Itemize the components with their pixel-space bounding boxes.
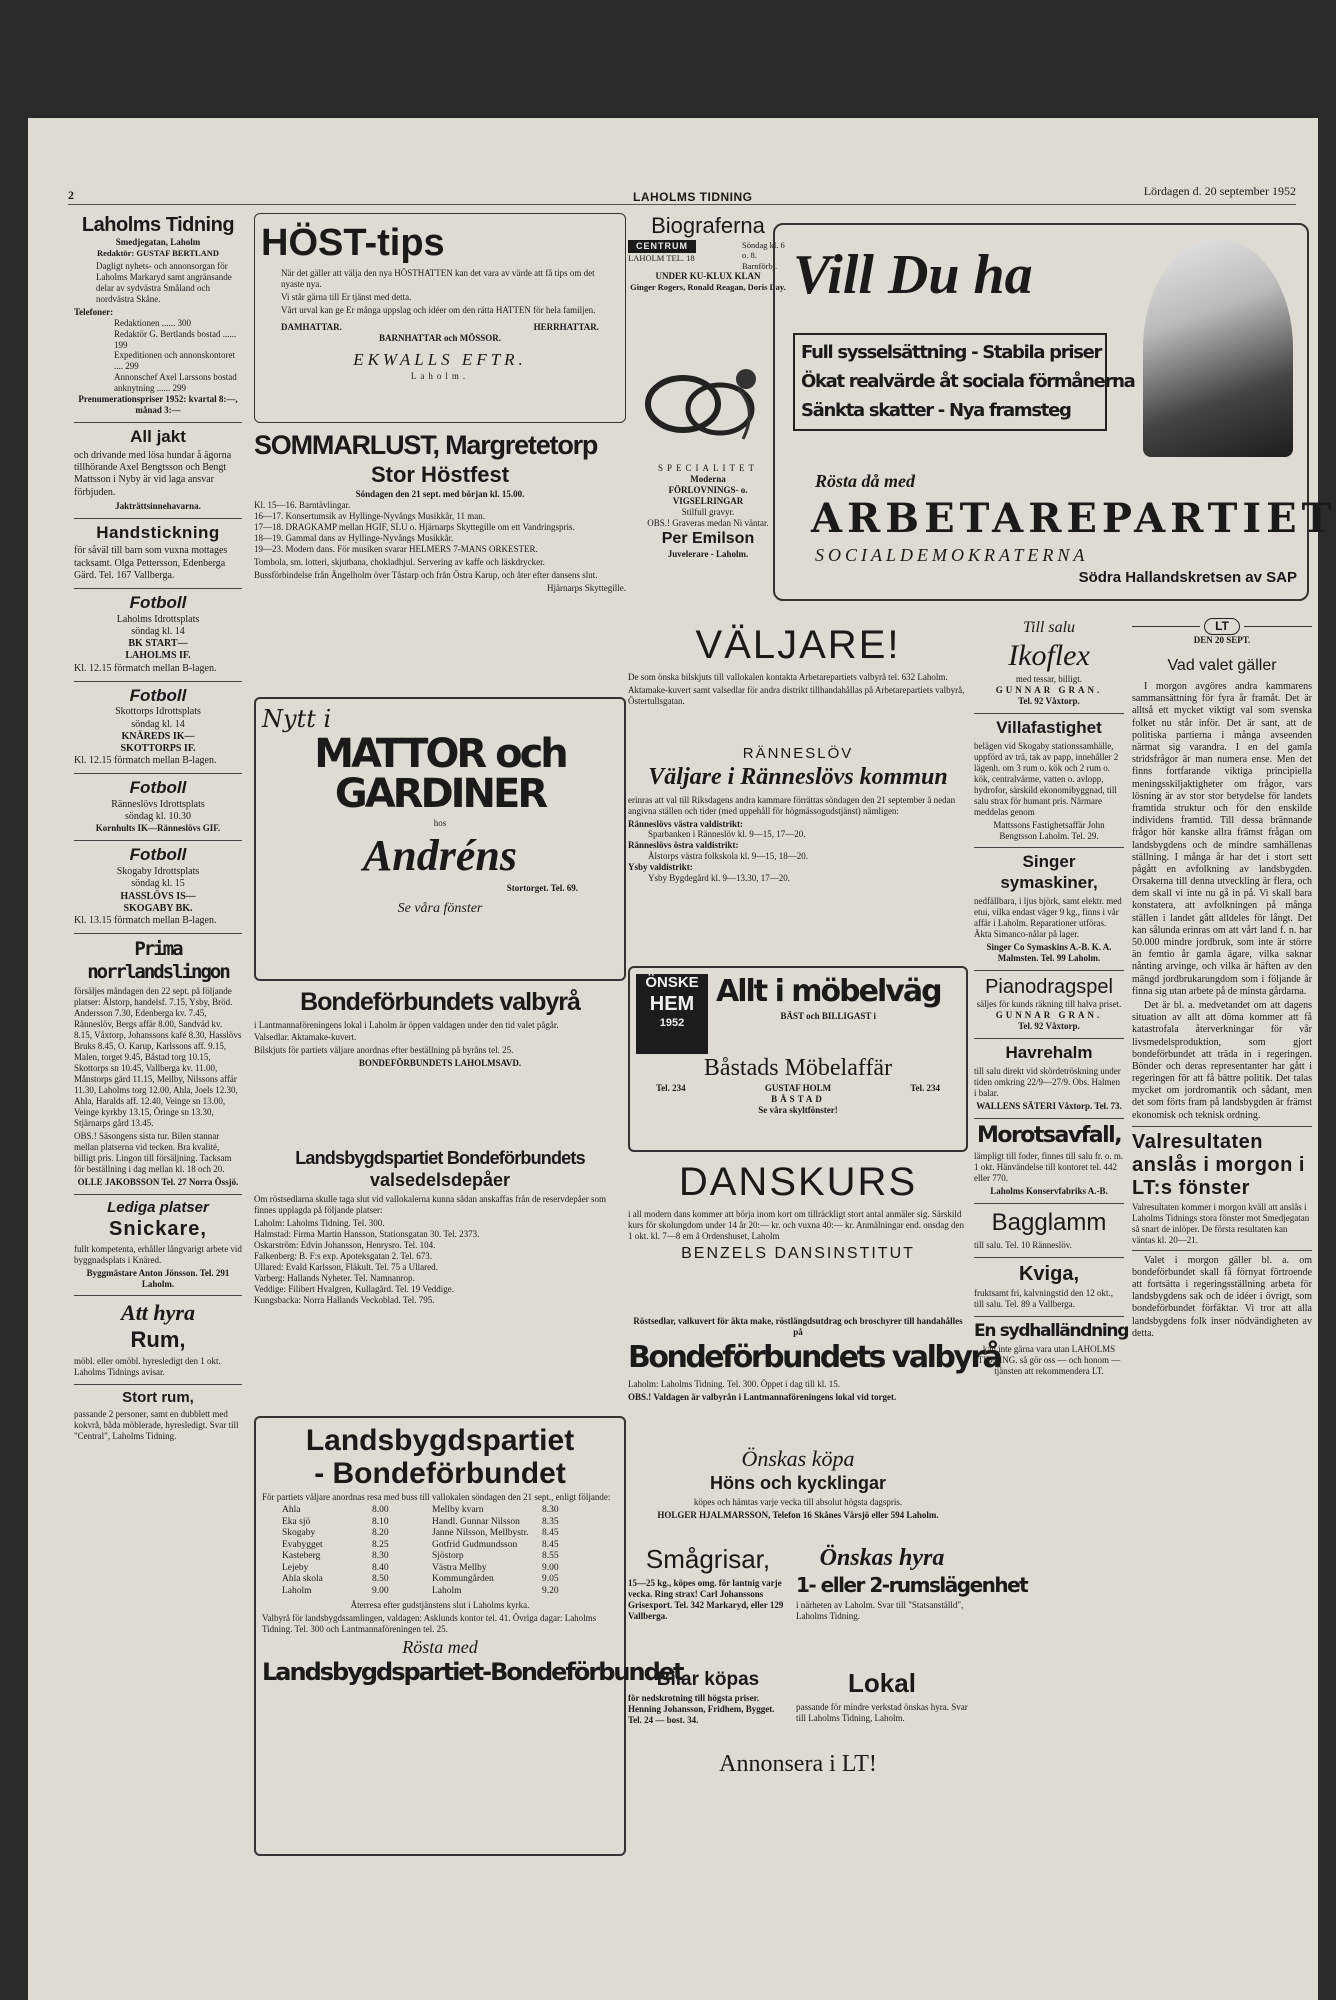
ad-fotboll-1 <box>74 593 242 675</box>
morot-title: Morotsavfall, <box>976 1122 1122 1148</box>
bio-actors: Ginger Rogers, Ronald Reagan, Doris Day. <box>630 281 786 292</box>
editorial-title: Vad valet gäller <box>1167 656 1277 674</box>
host-cat-herr: HERRHATTAR. <box>533 322 599 333</box>
fotboll-line: SKOGABY BK. <box>123 902 193 914</box>
ad-jakt <box>74 427 242 511</box>
lbb-text-2: Återresa efter gudstjänstens slut i Laholms kyrka. <box>350 1599 530 1610</box>
rann-item: Ysby valdistrikt: <box>628 862 693 873</box>
ad-party: ARBETAREPARTIET <box>811 495 1336 542</box>
fotboll-title: Fotboll <box>129 845 187 865</box>
gunnar-2-tel: Tel. 92 Våxtorp. <box>1018 1021 1080 1032</box>
lbp-list <box>254 1218 626 1306</box>
hons-title: Höns och kycklingar <box>709 1472 887 1493</box>
somm-prog-line: 18—19. Gammal dans av Hyllinge-Nyvångs Musikkår. <box>254 532 454 543</box>
ad-mattor <box>254 697 626 981</box>
lbb-text-3: Valbyrå för landsbygdssamlingen, valdagen: Asklunds kontor tel. 41. Övriga dagar: Laholms Tidning. Tel. 300 och Lantmannaföreningen tel. 25. <box>262 1612 597 1634</box>
hyra-text: i närheten av Laholm. Svar till "Statsanställd", Laholms Tidning. <box>796 1599 964 1621</box>
onskehem-badge <box>636 974 708 1054</box>
smag-text: 15—25 kg., köpes omg. för lantnig varje vecka. Ring strax! Carl Johanssons Grisexport. Tel. 342 Markaryd, eller 129 Vallberga. <box>628 1577 784 1621</box>
atthyra-title: Att hyra <box>121 1300 195 1326</box>
ad-fotboll-4 <box>74 845 242 927</box>
lbp-item: Kungsbacka: Norra Hallands Veckoblad. Tel. 795. <box>254 1294 435 1305</box>
hand-title: Handstickning <box>96 522 220 542</box>
lbb-footer: Landsbygdspartiet-Bondeförbundet <box>262 1658 683 1687</box>
bagg-title: Bagglamm <box>991 1209 1107 1237</box>
bf-signature: BONDEFÖRBUNDETS LAHOLMSAVD. <box>358 1058 522 1069</box>
fotboll-line: Skottorps Idrottsplats <box>115 706 201 718</box>
somm-sub: Stor Höstfest <box>370 461 510 487</box>
imprint-title: Laholms Tidning <box>81 214 235 236</box>
sched-cell: Kasteberg <box>282 1551 321 1562</box>
fotboll-line: söndag kl. 14 <box>131 625 185 637</box>
fotboll-line: Kl. 12.15 förmatch mellan B-lagen. <box>74 662 217 674</box>
imprint-editor: Redaktör: GUSTAF BERTLAND <box>96 248 219 259</box>
fotboll-line: Kornhults IK—Ränneslövs GIF. <box>95 823 221 834</box>
sched-cell: Ahla <box>282 1504 301 1515</box>
badge-line: 1952 <box>659 1016 685 1029</box>
fotboll-line: söndag kl. 10.30 <box>124 811 192 823</box>
ad-title: Vill Du ha <box>793 244 1033 306</box>
ad-handstickning <box>74 523 242 582</box>
lbb-title-2: - Bondeförbundet <box>314 1457 566 1490</box>
imprint-address: Smedjegatan, Laholm <box>115 237 201 248</box>
lbp-item: Varberg: Hallands Nyheter. Tel. Namnanrop. <box>254 1272 415 1283</box>
ad-smagrisar <box>628 1544 788 1662</box>
spec-label: SPECIALITET <box>658 463 758 474</box>
sched-cell: 8.25 <box>372 1539 389 1550</box>
morot-signature: Laholms Konservfabriks A.-B. <box>990 1186 1108 1197</box>
ad-footer: Södra Hallandskretsen av SAP <box>1078 569 1297 586</box>
fotboll-line: LAHOLMS IF. <box>125 650 191 662</box>
lbp-item: Oskarström: Edvin Johansson, Henrysro. Tel. 104. <box>254 1239 436 1250</box>
host-text-2: Vi står gärna till Er tjänst med detta. <box>281 292 412 303</box>
ikoflex-text: med tessar, billigt. <box>1015 674 1083 685</box>
sched-cell: Lejeby <box>282 1562 309 1573</box>
spec-name: Per Emilson <box>661 530 755 547</box>
ad-claim: Sänkta skatter - Nya framsteg <box>801 399 1071 421</box>
ad-host-tips <box>254 213 626 423</box>
val-text-2: Aktamake-kuvert samt valsedlar för andra distrikt tillhandahållas på Arbetarepartiets valbyrå, Östertullsgatan. <box>628 684 965 706</box>
val-title: VÄLJARE! <box>695 623 901 667</box>
sched-cell: 9.20 <box>542 1586 559 1597</box>
piano-title: Pianodragspel <box>985 975 1113 998</box>
ad-rum <box>74 1300 242 1378</box>
bil-text: för nedskrotning till högsta priser. Henning Johansson, Fridhem, Bygget. Tel. 24 — bost. 34. <box>628 1693 775 1726</box>
lbp-item: Veddige: Filibert Hvalgren, Kullagård. Tel. 19 Veddige. <box>254 1283 454 1294</box>
ikoflex-title: Ikoflex <box>1008 638 1090 672</box>
ad-biograferna <box>628 213 788 343</box>
fotboll-line: Kl. 13.15 förmatch mellan B-lagen. <box>74 914 217 926</box>
lingon-title: Prima norrlandslingon <box>87 938 229 984</box>
mattor-address: Stortorget. Tel. 69. <box>506 882 578 893</box>
sched-cell: 9.00 <box>542 1562 559 1573</box>
bf-text-1: i Lantmannaföreningens lokal i Laholm är öppen valdagen under den tid valet pågår. <box>254 1019 559 1030</box>
bf-text-2: Valsedlar. Aktamake-kuvert. <box>254 1032 357 1043</box>
somm-prog-line: Kl. 15—16. Barntävlingar. <box>254 499 351 510</box>
stortrum-text: passande 2 personer, samt en dubblett med kokvrå, båda möblerade, hyresledigt. Svar till "Central", Laholms Tidning. <box>74 1409 239 1442</box>
hem-tel: Tel. 234 <box>656 1083 686 1094</box>
imprint-desc: Dagligt nyhets- och annonsorgan för Laholms Markaryd samt angränsande delar av sydvästra Småland och nordvästra Skåne. <box>96 260 232 304</box>
lbp-title-2: valsedelsdepåer <box>369 1169 511 1190</box>
spec-item: FÖRLOVNINGS- o. <box>668 485 748 496</box>
ad-morotsavfall <box>974 1123 1124 1198</box>
page-number: 2 <box>68 188 74 202</box>
sched-cell: 8.00 <box>372 1504 389 1515</box>
ad-emilson <box>628 349 788 611</box>
sched-cell: 8.50 <box>372 1574 389 1585</box>
ad-hons <box>628 1446 968 1538</box>
mattor-title-1: MATTOR och <box>314 731 566 778</box>
host-text-3: Vårt urval kan ge Er många uppslag och idéer om den rätta HATTEN för hela familjen. <box>281 305 596 316</box>
rann-title: Väljare i Ränneslövs kommun <box>648 764 948 791</box>
sched-cell: Ahla skola <box>282 1574 323 1585</box>
sched-cell: Laholm <box>282 1586 312 1597</box>
val-text-1: De som önska bilskjuts till vallokalen kontakta Arbetarepartiets valbyrå tel. 632 Laholm. <box>628 671 948 682</box>
editorial-text-2: Det är bl. a. medvetandet om att dagens situation av allt att döma kommer att få katastrofala återverkningar för vår livsmedelsproduktion, som gjort bondeförbundet att träda in i regeringen. Bönder och deras representanter har gått i regeringen för att få bättre politik. Det talas mycket om jordromantik och sådant, men det som förts fram på landsbygden är främst ekonomisk och teknisk ordning. <box>1132 999 1312 1121</box>
hem-footer: Se våra skyltfönster! <box>758 1105 838 1116</box>
ad-lingon <box>74 938 242 1188</box>
column-5 <box>1132 618 1312 1342</box>
ad-arbetarepartiet <box>773 223 1336 601</box>
lingon-obs: OBS.! Säsongens sista tur. Bilen stannar mellan platserna vid tecken. Bra kvalité, billigt pris. Lingon till försäljning. Tacksam för beställning i dag mellan kl. 18 och 20. <box>74 1131 232 1174</box>
sched-cell: 9.05 <box>542 1574 559 1585</box>
bil-title: Bilar köpas <box>656 1669 760 1690</box>
piano-text: säljes för kunds räkning till halva priset. <box>976 999 1122 1010</box>
rann-item: Ränneslövs östra valdistrikt: <box>628 840 739 851</box>
ad-bf-valbyra-2 <box>628 1316 1001 1440</box>
column-4 <box>974 618 1129 1383</box>
fotboll-line: Kl. 12.15 förmatch mellan B-lagen. <box>74 755 217 767</box>
phones-list <box>74 318 242 395</box>
subscription-prices: Prenumerationspriser 1952: kvartal 8:—, månad 3:— <box>78 394 238 416</box>
sched-cell: 8.45 <box>542 1528 559 1539</box>
editorial-text-3: Valet i morgon gäller bl. a. om bondeförbundet skall få förnyat förtroende att fortsätta i regeringsställning arbeta för landsbygdens sak och de idéer i övrigt, som bondeförbundet förfäktar. Vi tror att alla landsbygdens folk inser nödvändigheten av detta. <box>1132 1254 1312 1339</box>
lbp-item: Laholm: Laholms Tidning. Tel. 300. <box>254 1217 385 1228</box>
ad-valjare <box>628 621 968 739</box>
snickare-text: fullt kompetenta, erhåller långvarigt arbete vid byggnadsplats i Knäred. <box>74 1243 242 1265</box>
rost-text: Röstsedlar, valkuvert för äkta make, röstlängdsutdrag och broschyrer till handahålles på <box>633 1316 963 1337</box>
spec-item: Moderna <box>690 474 726 485</box>
newspaper-page <box>28 118 1336 2000</box>
rann-list <box>628 819 968 885</box>
lbb-title-1: Landsbygdspartiet <box>305 1424 575 1457</box>
sched-cell: Handl. Gunnar Nilsson <box>432 1516 520 1527</box>
phone-line: Redaktionen ...... 300 <box>114 317 191 328</box>
dans-text: i all modern dans kommer att börja inom kort om tillräckligt stort antal anmäler sig. Särskild kurs för skolungdom under 14 år 20:— kr. och vuxna 40:— kr. Anmälningar end. onsdag den 1 okt. kl. 7—8 em å Ordenshuset, Laholm <box>628 1208 964 1241</box>
hons-signature: HOLGER HJALMARSSON, Telefon 16 Skånes Värsjö eller 594 Laholm. <box>657 1509 939 1520</box>
rum-text: möbl. eller omöbl. hyresledigt den 1 okt. Laholms Tidnings avisar. <box>74 1356 221 1378</box>
sched-cell: 8.20 <box>372 1528 389 1539</box>
kviga-title: Kviga, <box>1018 1262 1080 1285</box>
havre-title: Havrehalm <box>1005 1043 1093 1063</box>
singer-text: nedfällbara, i ljus björk, samt elektr. med etui, vilka endast väger 9 kg., finns i vår affär i Laholm. Reparationer utföras. Äkta Simanco-nålar på lager. <box>974 895 1122 939</box>
ad-fotboll-3 <box>74 778 242 834</box>
ad-sydhallanning <box>974 1320 1129 1377</box>
rann-text: erinras att val till Riksdagens andra kammare förrättas söndagen den 21 september å nedan angivna ställen och tider (med uppehåll för högmässogudstjänst) nämligen: <box>628 794 956 816</box>
sched-cell: Sjöstorp <box>432 1551 464 1562</box>
fotboll-line: söndag kl. 15 <box>131 878 185 890</box>
bagg-text: till salu. Tel. 10 Ränneslöv. <box>974 1239 1072 1250</box>
phone-line: Redaktör G. Bertlands bostad ...... 199 <box>114 328 237 350</box>
candidate-photo <box>1143 239 1293 457</box>
ad-havrehalm <box>974 1043 1124 1112</box>
badge-line: HEM <box>649 993 695 1016</box>
hem-tel: Tel. 234 <box>910 1083 940 1094</box>
havre-text: till salu direkt vid skördetröskning under tiden omkring 22/9—27/9. Obs. Halmen i balar. <box>974 1065 1121 1098</box>
snickare-signature: Byggmästare Anton Jönsson. Tel. 291 Laholm. <box>86 1267 230 1289</box>
ad-villa <box>974 718 1124 841</box>
rann-item: Sparbanken i Ränneslöv kl. 9—15, 17—20. <box>648 829 806 840</box>
somm-misc: Tombola, sm. lotteri, skjutbana, chokladhjul. Servering av kaffe och läskdrycker. <box>254 556 545 567</box>
sched-cell: Skogaby <box>282 1528 316 1539</box>
lediga-title: Lediga platser <box>107 1198 209 1216</box>
fotboll-title: Fotboll <box>129 778 187 798</box>
dans-title: DANSKURS <box>678 1160 918 1204</box>
phones-label: Telefoner: <box>74 306 114 317</box>
ad-fotboll-2 <box>74 686 242 768</box>
sched-cell: 9.00 <box>372 1586 389 1597</box>
gunnar-1-tel: Tel. 92 Våxtorp. <box>1018 696 1080 707</box>
paper-name: LAHOLMS TIDNING <box>633 190 753 204</box>
fotboll-line: söndag kl. 14 <box>131 718 185 730</box>
rann-item: Ysby Bygdegård kl. 9—13.30, 17—20. <box>648 873 790 884</box>
ad-stortrum <box>74 1389 242 1442</box>
ad-bf-valbyra <box>254 987 626 1142</box>
fotboll-line: BK START— <box>128 638 188 650</box>
bio-film: UNDER KU-KLUX KLAN <box>655 270 761 281</box>
gunnar-1: GUNNAR GRAN. <box>995 685 1103 696</box>
mattor-footer: Se våra fönster <box>397 900 483 916</box>
ad-ikoflex <box>974 618 1124 707</box>
hem-city: BÅSTAD <box>771 1094 825 1105</box>
fotboll-line: HASSLÖVS IS— <box>120 890 196 902</box>
fotboll-line: Ränneslövs Idrottsplats <box>111 799 205 811</box>
sched-cell: Gotfrid Gudmundsson <box>432 1539 518 1550</box>
singer-title: Singer symaskiner, <box>1000 852 1098 893</box>
ad-piano <box>974 975 1124 1032</box>
ad-onskas-hyra <box>796 1544 1028 1662</box>
lbb-schedule <box>262 1505 618 1598</box>
fotboll-line: KNÄREDS IK— <box>121 730 195 742</box>
mattor-hos: hos <box>433 818 447 829</box>
sched-cell: 8.30 <box>372 1551 389 1562</box>
bf-title: Bondeförbundets valbyrå <box>300 988 580 1016</box>
ad-sommarlust <box>254 429 626 691</box>
sched-cell: 8.45 <box>542 1539 559 1550</box>
ad-onskehem <box>628 966 968 1152</box>
lbp-text: Om röstsedlarna skulle taga slut vid vallokalerna kunna sådan anskaffas från de reservdepåer som finnes upplagda på följande platser: <box>254 1193 606 1215</box>
ad-kviga <box>974 1262 1124 1310</box>
lbb-text: För partiets väljare anordnas resa med buss till vallokalen söndagen den 21 sept., enligt följande: <box>262 1492 611 1502</box>
hem-shop: Båstads Möbelaffär <box>703 1055 893 1081</box>
valres-text: Valresultaten kommer i morgon kväll att anslås i Laholms Tidnings stora fönster mot Smedjegatan så snart de inlöper. De första resultaten kan väntas kl. 20—21. <box>1132 1201 1310 1245</box>
morot-text: lämpligt till foder, finnes till salu fr. o. m. 1 okt. Hänvändelse till kontoret tel. 442 eller 770. <box>974 1151 1124 1184</box>
hyra-title: Önskas hyra <box>819 1545 945 1571</box>
host-text-1: När det gäller att välja den nya HÖSTHATTEN kan det vara av värde att få tips om det nyaste nya. <box>281 268 595 290</box>
somm-program <box>254 500 626 555</box>
issue-date: Lördagen d. 20 september 1952 <box>1143 184 1296 198</box>
kviga-text: fruktsamt fri, kalvningstid den 12 okt., till salu. Tel. 89 a Vallberga. <box>974 1287 1113 1309</box>
lbp-item: Halmstad: Firma Martin Hansson, Stationsgatan 30. Tel. 2373. <box>254 1228 480 1239</box>
ad-bilar <box>628 1668 788 1744</box>
fotboll-line: Laholms Idrottsplats <box>116 613 200 625</box>
jakt-title: All jakt <box>130 427 186 447</box>
ad-claim: Ökat realvärde åt sociala förmånerna <box>801 370 1135 392</box>
lt-date: DEN 20 SEPT. <box>1193 634 1251 645</box>
sched-cell: Evabygget <box>282 1539 323 1550</box>
tillsalu: Till salu <box>1022 619 1076 636</box>
sched-cell: Janne Nilsson, Mellbystr. <box>432 1528 529 1539</box>
hem-owner: GUSTAF HOLM <box>764 1083 832 1094</box>
sched-cell: 8.30 <box>542 1504 559 1515</box>
lt-badge: LT <box>1204 618 1240 635</box>
phone-line: Annonschef Axel Larssons bostad anknytning ...... 299 <box>114 372 237 394</box>
smag-title: Smågrisar, <box>645 1544 771 1574</box>
rann-head: RÄNNESLÖV <box>742 745 854 762</box>
ad-ranneslov <box>628 745 968 960</box>
hyra-sub: 1- eller 2-rumslägenhet <box>796 1573 1028 1598</box>
sched-cell: Västra Mellby <box>432 1562 487 1573</box>
lokal-text: passande för mindre verkstad önskas hyra. Svar till Laholms Tidning, Laholm. <box>796 1701 968 1723</box>
snickare-title: Snickare, <box>109 1218 207 1241</box>
host-shop: EKWALLS EFTR. <box>353 350 527 370</box>
ad-singer <box>974 852 1124 963</box>
host-city: Laholm. <box>410 370 470 381</box>
fotboll-title: Fotboll <box>129 593 187 613</box>
somm-signature: Hjärnarps Skyttegille. <box>547 582 626 593</box>
villa-signature: Mattssons Fastighetsaffär John Bengtsson Laholm. Tel. 29. <box>993 819 1105 841</box>
badge-line: ÖNSKE <box>645 974 699 991</box>
ad-danskurs <box>628 1158 968 1310</box>
fotboll-line: SKOTTORPS IF. <box>120 743 196 754</box>
editorial-text: I morgon avgöres andra kammarens sammansättning för fyra år framåt. Det är alltså ett mycket viktigt val som svenska folket nu står inför. Det är sant, att de politiska partierna i många avseenden närmat sig varandra. I en del gamla stridsfrågor är man numera ense. Men det finns fortfarande viktiga principiella meningsskiljaktigheter om frågor, vars lösning är av stor stor betydelse för landets framtida struktur och för den enskilde individens framtid. Till dessa brännande frågor hör kanske allra främst frågan om landsbygdens och de mindre samhällenas ställning. I många år har det i stort sett pågått en avfolkning av landsbygden. Orsakerna till denna utveckling är flera, och dem skall vi inte nu gå in på. Vi skall bara konstatera, att avfolkningen på många ställen i landet gått alldeles för långt. Det kan sålunda erinras om att vårt land f. n. har 50.000 mindre jordbruk, som inte är större än femtio år gamla ägare, vilka saknar nånting arvinge, och vilka är häften av den mängd jordbrukarungdom som i följande år finna sig utan arbete på de minsta gårdarna. <box>1132 681 1312 997</box>
ad-sub: SOCIALDEMOKRATERNA <box>815 545 1089 565</box>
phone-line: Expeditionen och annonskontoret .... 299 <box>114 350 235 372</box>
spec-sub: Juvelerare - Laholm. <box>667 548 749 559</box>
hons-text: köpes och hämtas varje vecka till absolut högsta dagspris. <box>693 1496 903 1507</box>
ad-lokal <box>796 1668 968 1744</box>
lbp-item: Ullared: Evald Karlsson, Fläkult. Tel. 75 a Ullared. <box>254 1261 438 1272</box>
rann-item: Ränneslövs västra valdistrikt: <box>628 818 744 829</box>
bio-title: Biograferna <box>651 213 765 238</box>
masthead <box>68 184 1296 205</box>
ad-snickare <box>74 1199 242 1290</box>
lingon-text: försäljes måndagen den 22 sept. på följande platser: Ålstorp, handelsf. 7.15, Ysby, Bröd. Andersson 7.30, Edenberga kv. 7.45, Ränneslöv, Bergs affär 8.00, Sandväd kv. 8.15, Våxtorp, Johanssons kafé 8.30, Hasslövs Bruks 8.45, O. Karup, Karlssons aff. 9.15, Malen, torget 9.45, Båstad torg 10.15, Skottorps sn 10.45, Vallberga kv. 11.00, Månstorps gärd 11.15, Mellby, Nilssons affär 11.30, Laholms torg 12.00, Ahla, Joels 12.30, Ahla, Haralds aff. 12.40, Veinge sn 13.00, Veinge kyrkby 13.15, Öringe sn 13.30, Stjärnarps gård 13.45. <box>74 986 242 1129</box>
spec-item: Stilfull gravyr. <box>681 507 735 518</box>
villa-title: Villafastighet <box>996 718 1102 738</box>
ad-claims <box>793 333 1135 431</box>
ad-lbb-buss <box>254 1416 683 1856</box>
lingon-signature: OLLE JAKOBSSON Tel. 27 Norra Össjö. <box>77 1176 239 1187</box>
sched-cell: 8.40 <box>372 1562 389 1573</box>
hem-title: Allt i möbelväg <box>716 974 941 1009</box>
ad-rosta: Rösta då med <box>815 471 916 491</box>
bfv-obs: OBS.! Valdagen är valbyrån i Lantmannaföreningens lokal vid torget. <box>628 1391 897 1402</box>
bio-cinema: CENTRUM <box>628 240 696 253</box>
dans-inst: BENZELS DANSINSTITUT <box>681 1244 915 1262</box>
syd-text: kan inte gärna vara utan LAHOLMS TIDNING. så gör oss — och honom — tjänsten att rekommendera LT. <box>977 1343 1121 1376</box>
hem-sub: BÄST och BILLIGAST i <box>780 1010 876 1021</box>
lokal-title: Lokal <box>848 1668 916 1698</box>
bf-text-3: Bilskjuts för partiets väljare anordnas efter beställning på byråns tel. 25. <box>254 1045 514 1056</box>
somm-prog-line: 19—23. Modern dans. För musiken svarar HELMERS 7-MANS ORKESTER. <box>254 543 538 554</box>
stortrum-title: Stort rum, <box>122 1389 194 1407</box>
mattor-shop: Andréns <box>362 831 518 881</box>
mattor-title-2: GARDINER <box>334 771 546 818</box>
syd-title: En sydhalländning <box>974 1320 1129 1341</box>
bio-time: Söndag kl. 6 o. 8. Barnförbj. <box>742 239 785 271</box>
onsk-title: Önskas köpa <box>741 1446 855 1471</box>
spec-item: OBS.! Graveras medan Ni väntar. <box>647 518 769 529</box>
sched-cell: Laholm <box>432 1586 462 1597</box>
annonsera: Annonsera i LT! <box>719 1751 877 1777</box>
sched-cell: Mellby kvarn <box>432 1504 484 1515</box>
sched-cell: Eka sjö <box>282 1516 311 1527</box>
host-cat-barn: BARNHATTAR och MÖSSOR. <box>379 333 501 344</box>
column-1 <box>74 213 242 1448</box>
jakt-text: och drivande med lösa hundar å ägorna tillhörande Axel Bengtsson och Bengt Mattsson i Nyby är vid laga ansvar förbjuden. <box>74 450 232 498</box>
rann-item: Ålstorps västra folkskola kl. 9—15, 18—20. <box>648 851 808 862</box>
imprint-box <box>74 213 242 416</box>
sched-cell: 8.55 <box>542 1551 559 1562</box>
sched-cell: 8.35 <box>542 1516 559 1527</box>
somm-date: Söndagen den 21 sept. med början kl. 15.00. <box>355 488 525 499</box>
singer-signature: Singer Co Symaskins A.-B. K. A. Malmsten. Tel. 99 Laholm. <box>986 941 1112 963</box>
somm-prog-line: 17—18. DRAGKAMP mellan HGIF, SLU o. Hjärnarps Skyttegille om ett Vandringspris. <box>254 521 575 532</box>
jakt-signature: Jakträttsinnehavarna. <box>115 500 201 511</box>
sched-cell: 8.10 <box>372 1516 389 1527</box>
mattor-nytt: Nytt i <box>262 705 332 733</box>
host-cat-dam: DAMHATTAR. <box>281 322 342 333</box>
ad-lbp-depaer <box>254 1148 626 1410</box>
bio-tel: LAHOLM TEL. 18 <box>628 253 695 264</box>
fotboll-title: Fotboll <box>129 685 187 705</box>
sched-cell: Kommungården <box>432 1574 494 1585</box>
rings-illustration-icon <box>628 349 778 459</box>
lbb-rosta: Rösta med <box>402 1636 478 1657</box>
ad-bagglamm <box>974 1208 1124 1250</box>
bfv-title: Bondeförbundets valbyrå <box>628 1339 1001 1375</box>
havre-signature: WALLENS SÄTERI Våxtorp. Tel. 73. <box>976 1100 1122 1111</box>
gunnar-2: GUNNAR GRAN. <box>995 1010 1103 1021</box>
fotboll-line: Skogaby Idrottsplats <box>116 866 200 878</box>
somm-bus: Bussförbindelse från Ängelholm över Tåstarp och från Östra Karup, och åter efter dansens slut. <box>254 569 598 580</box>
spec-item: VIGSELRINGAR <box>672 496 744 507</box>
ad-claim: Full sysselsättning - Stabila priser <box>801 342 1102 363</box>
villa-text: belägen vid Skogaby stationssamhälle, uppförd av trä, tak av papp, innehåller 2 lägenh. om 3 rum o. kök och 2 rum o. kök, centralvärme, vatten o. avlopp, hydrofor, särskild ekonomibyggnad, till salu strax för humant pris. Närmare meddelas genom <box>974 740 1119 817</box>
somm-prog-line: 16—17. Konsertumsik av Hyllinge-Nyvångs Musikkår, 11 man. <box>254 510 486 521</box>
somm-title: SOMMARLUST, Margretetorp <box>254 430 598 460</box>
host-title: HÖST-tips <box>261 222 445 264</box>
hand-text: för såväl till barn som vuxna mottages tacksamt. Olga Pettersson, Edenberga Gärd. Tel. 167 Vallberga. <box>74 545 228 581</box>
lbp-item: Falkenberg: B. F:s exp. Apoteksgatan 2. Tel. 673. <box>254 1250 433 1261</box>
valres-title: Valresultaten anslås i morgon i LT:s fönster <box>1132 1130 1305 1199</box>
bfv-text: Laholm: Laholms Tidning. Tel. 300. Öppet i dag till kl. 15. <box>628 1378 840 1389</box>
lbp-title-1: Landsbygdspartiet Bondeförbundets <box>295 1148 585 1168</box>
rum-title: Rum, <box>130 1327 186 1353</box>
